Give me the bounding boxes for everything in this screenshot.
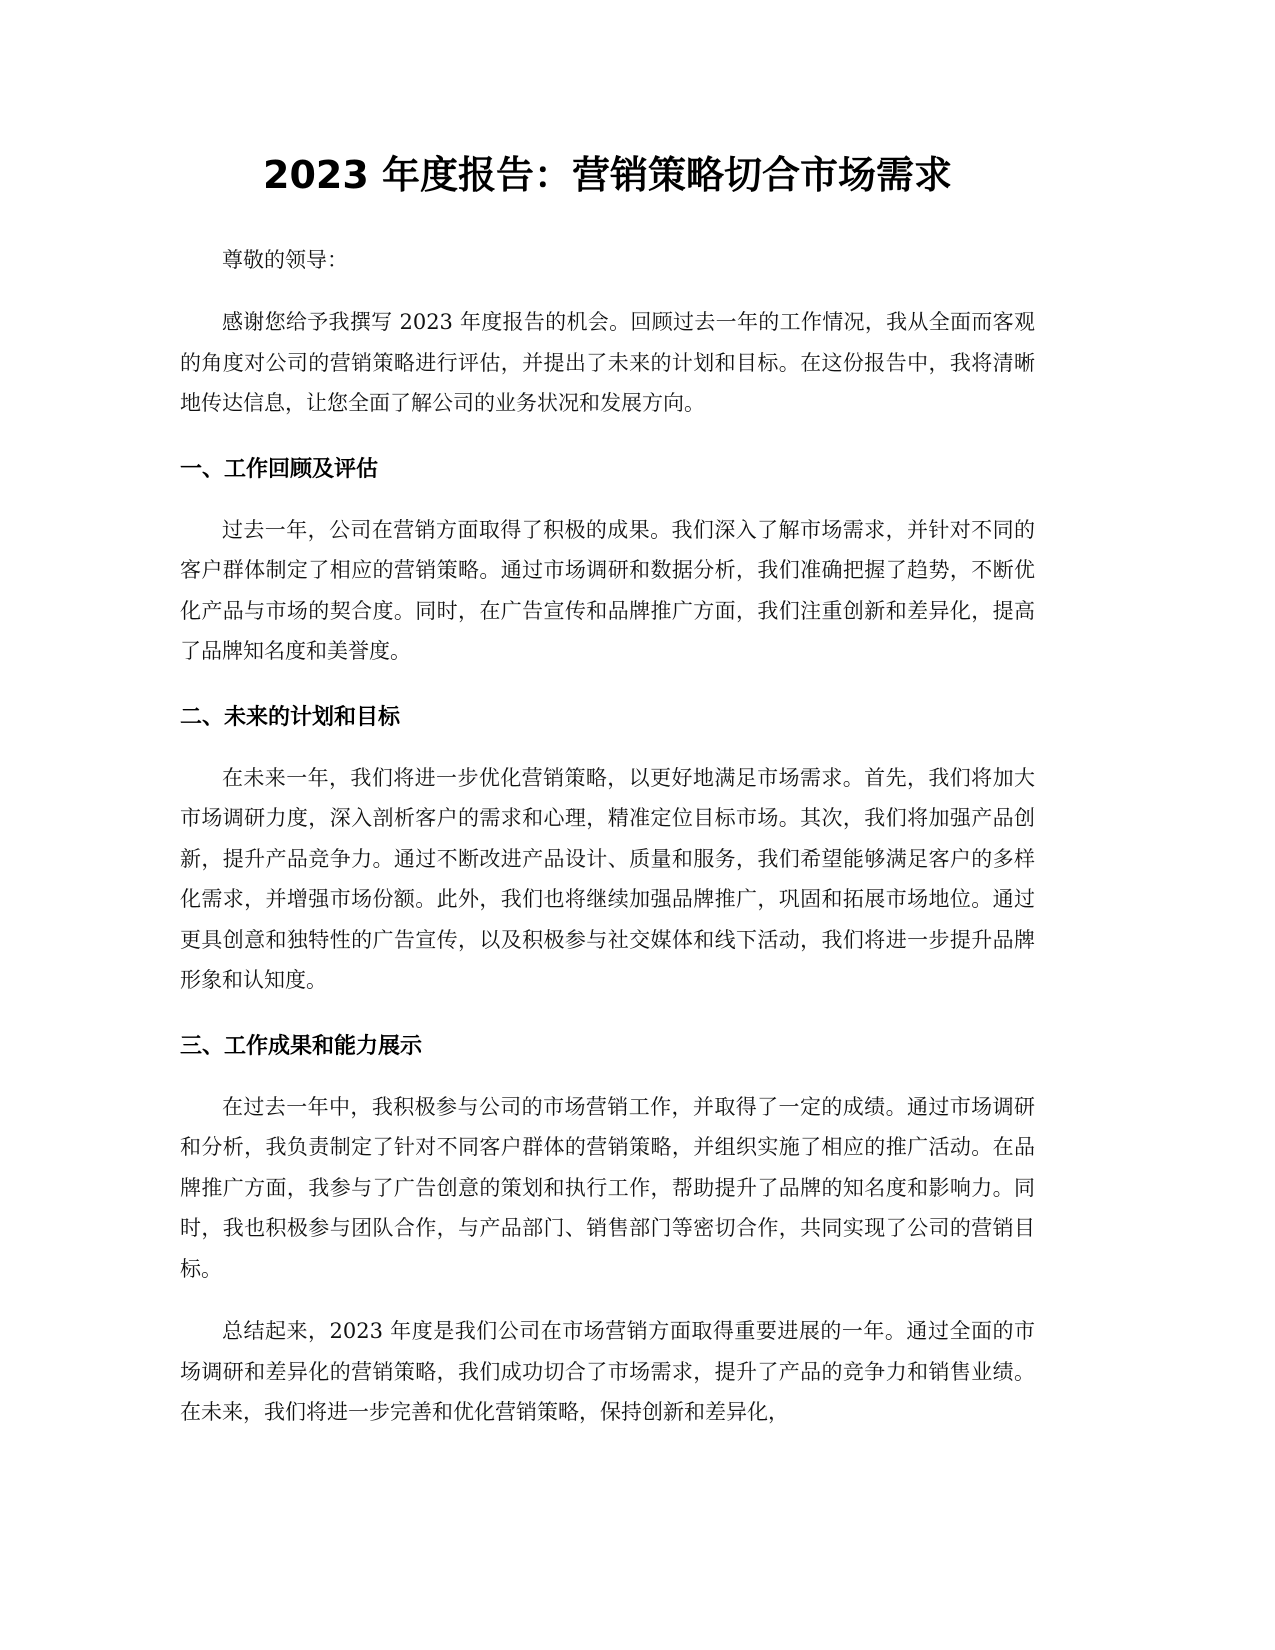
section-heading-review: 一、工作回顾及评估	[180, 456, 379, 482]
section-paragraph: 在过去一年中，我积极参与公司的市场营销工作，并取得了一定的成绩。通过市场调研和分析，我负责制定了针对不同客户群体的营销策略，并组织实施了相应的推广活动。在品牌推广方面，我参与了广告创意的策划和执行工作，帮助提升了品牌的知名度和影响力。同时，我也积极参与团队合作，与产品部门、销售部门等密切合作，共同实现了公司的营销目标。	[180, 1094, 1035, 1281]
section-paragraph: 在未来一年，我们将进一步优化营销策略，以更好地满足市场需求。首先，我们将加大市场调研力度，深入剖析客户的需求和心理，精准定位目标市场。其次，我们将加强产品创新，提升产品竞争力。通过不断改进产品设计、质量和服务，我们希望能够满足客户的多样化需求，并增强市场份额。此外，我们也将继续加强品牌推广，巩固和拓展市场地位。通过更具创意和独特性的广告宣传，以及积极参与社交媒体和线下活动，我们将进一步提升品牌形象和认知度。	[180, 765, 1035, 992]
intro-paragraph: 感谢您给予我撰写 2023 年度报告的机会。回顾过去一年的工作情况，我从全面而客观的角度对公司的营销策略进行评估，并提出了未来的计划和目标。在这份报告中，我将清晰地传达信息，让您全面了解公司的业务状况和发展方向。	[180, 310, 1035, 415]
summary-paragraph: 总结起来，2023 年度是我们公司在市场营销方面取得重要进展的一年。通过全面的市场调研和差异化的营销策略，我们成功切合了市场需求，提升了产品的竞争力和销售业绩。在未来，我们将进一步完善和优化营销策略，保持创新和差异化，	[180, 1319, 1035, 1424]
document-title: 2023 年度报告：营销策略切合市场需求	[263, 153, 952, 197]
document-body	[180, 140, 1035, 1433]
section-heading-plans: 二、未来的计划和目标	[180, 704, 401, 730]
salutation: 尊敬的领导：	[222, 248, 348, 272]
section-heading-achievements: 三、工作成果和能力展示	[180, 1033, 423, 1059]
section-paragraph: 过去一年，公司在营销方面取得了积极的成果。我们深入了解市场需求，并针对不同的客户群体制定了相应的营销策略。通过市场调研和数据分析，我们准确把握了趋势，不断优化产品与市场的契合度。同时，在广告宣传和品牌推广方面，我们注重创新和差异化，提高了品牌知名度和美誉度。	[180, 517, 1035, 663]
